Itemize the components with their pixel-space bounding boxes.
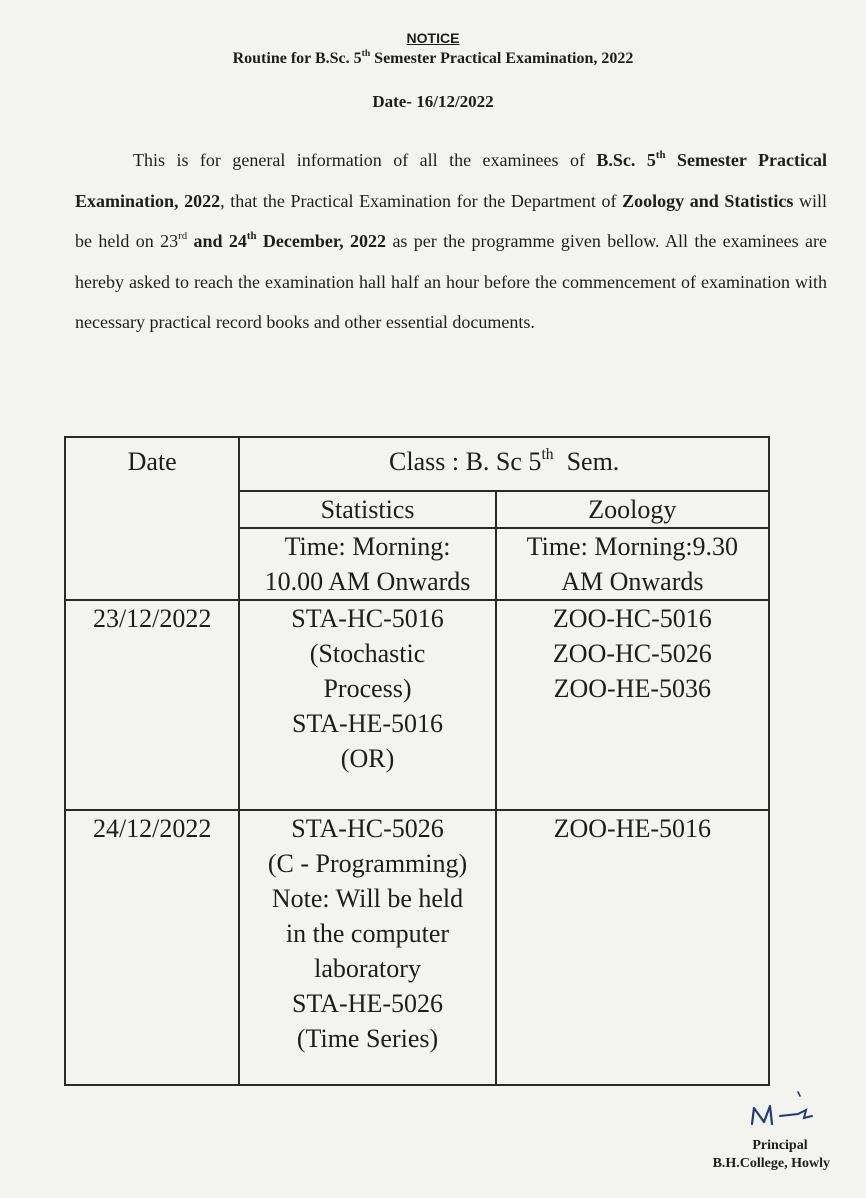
zoology-papers: ZOO-HE-5016 <box>496 810 769 1085</box>
statistics-header: Statistics <box>239 491 495 528</box>
zoology-header: Zoology <box>496 491 769 528</box>
zoology-papers: ZOO-HC-5016 ZOO-HC-5026 ZOO-HE-5036 <box>496 600 769 810</box>
table-row <box>65 810 769 1085</box>
row-date: 23/12/2022 <box>65 600 239 810</box>
notice-date: Date- 16/12/2022 <box>372 92 494 111</box>
routine-title: Routine for B.Sc. 5th Semester Practical Examination, 2022 <box>232 47 634 67</box>
college-name: B.H.College, Howly <box>712 1156 830 1171</box>
date-column-header: Date <box>65 437 239 600</box>
notice-heading: NOTICE <box>406 30 460 46</box>
statistics-papers: STA-HC-5016 (Stochastic Process) STA-HE-5016 (OR) <box>239 600 495 810</box>
principal-title: Principal <box>752 1138 808 1153</box>
statistics-papers: STA-HC-5026 (C - Programming) Note: Will be held in the computer laboratory STA-HE-5026 (Time Series) <box>239 810 495 1085</box>
notice-body: This is for general information of all the examinees of B.Sc. 5th Semester Practical Examination, 2022, that the Practical Examination for the Department of Zoology and Statistics will be held on 23rd and 24th December, 2022 as per the programme given bellow. All the examinees are hereby asked to reach the examination hall half an hour before the commencement of examination with necessary practical record books and other essential documents. <box>75 148 827 333</box>
class-header: Class : B. Sc 5th Sem. <box>239 437 769 491</box>
principal-signature <box>740 1086 840 1136</box>
zoology-time: Time: Morning:9.30 AM Onwards <box>496 528 769 600</box>
statistics-time: Time: Morning: 10.00 AM Onwards <box>239 528 495 600</box>
row-date: 24/12/2022 <box>65 810 239 1085</box>
table-row <box>65 600 769 810</box>
exam-routine-table <box>64 436 770 1086</box>
